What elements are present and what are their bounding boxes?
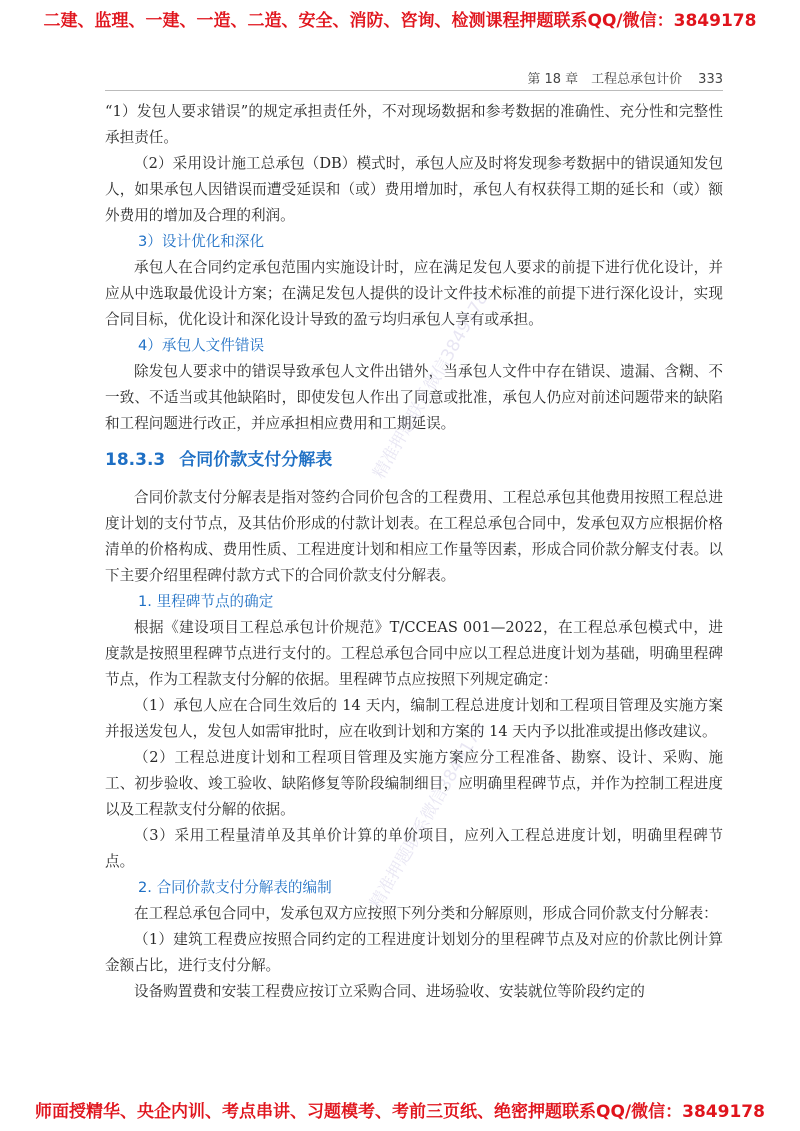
paragraph: 除发包人要求中的错误导致承包人文件出错外，当承包人文件中存在错误、遗漏、含糊、不一致、不适当或其他缺陷时，即使发包人作出了同意或批准，承包人仍应对前述问题带来的缺陷和工程问题进行改正，并应承担相应费用和工期延误。 [105,363,723,432]
section-number: 18.3.3 [105,450,166,470]
watermark-text: 精准押题联系微信3849178 [366,719,490,913]
subheading-design-optimization: 3）设计优化和深化 [138,233,265,250]
page-body [105,99,723,1005]
list-item: （3）采用工程量清单及其单价计算的单价项目，应列入工程总进度计划，明确里程碑节点。 [105,827,723,870]
paragraph: 根据《建设项目工程总承包计价规范》T/CCEAS 001—2022，在工程总承包模式中，进度款是按照里程碑节点进行支付的。工程总承包合同中应以工程总进度计划为基础，明确里程碑节点，作为工程款支付分解的依据。里程碑节点应按照下列规定确定： [105,619,723,688]
paragraph: （2）采用设计施工总承包（DB）模式时，承包人应及时将发现参考数据中的错误通知发包人，如果承包人因错误而遭受延误和（或）费用增加时，承包人有权获得工期的延长和（或）额外费用的增加及合理的利润。 [105,155,723,224]
list-item: （1）承包人应在合同生效后的 14 天内，编制工程总进度计划和工程项目管理及实施方案并报送发包人，发包人如需审批时，应在收到计划和方案的 14 天内予以批准或提出修改建议。 [105,697,723,740]
section-heading [105,447,723,473]
paragraph: 承包人在合同约定承包范围内实施设计时，应在满足发包人要求的前提下进行优化设计，并应从中选取最优设计方案；在满足发包人提供的设计文件技术标准的前提下进行深化设计，实现合同目标，优化设计和深化设计导致的盈亏均归承包人享有或承担。 [105,259,723,328]
paragraph: 设备购置费和安装工程费应按订立采购合同、进场验收、安装就位等阶段约定的 [134,983,645,1000]
bottom-promo-banner: 师面授精华、央企内训、考点串讲、习题模考、考前三页纸、绝密押题联系QQ/微信：3849178 [35,1102,765,1122]
paragraph: 在工程总承包合同中，发承包双方应按照下列分类和分解原则，形成合同价款支付分解表： [134,905,718,922]
watermark-text: 精准押题联系微信3849178 [369,289,493,483]
subheading-schedule-compilation: 2. 合同价款支付分解表的编制 [138,879,332,896]
chapter-title: 第 18 章 工程总承包计价 [527,72,683,87]
top-promo-banner: 二建、监理、一建、一造、二造、安全、消防、咨询、检测课程押题联系QQ/微信：3849178 [43,11,757,31]
paragraph: “1）发包人要求错误”的规定承担责任外，不对现场数据和参考数据的准确性、充分性和完整性承担责任。 [105,103,723,146]
section-title-text: 合同价款支付分解表 [179,450,333,470]
running-header [527,68,723,87]
header-divider [105,90,723,91]
page-number: 333 [698,72,723,87]
list-item: （2）工程总进度计划和工程项目管理及实施方案应分工程准备、勘察、设计、采购、施工、初步验收、竣工验收、缺陷修复等阶段编制细目，应明确里程碑节点，并作为控制工程进度以及工程款支付分解的依据。 [105,749,723,818]
subheading-contractor-document-errors: 4）承包人文件错误 [138,337,265,354]
list-item: （1）建筑工程费应按照合同约定的工程进度计划划分的里程碑节点及对应的价款比例计算金额占比，进行支付分解。 [105,931,723,974]
paragraph: 合同价款支付分解表是指对签约合同价包含的工程费用、工程总承包其他费用按照工程总进度计划的支付节点，及其估价形成的付款计划表。在工程总承包合同中，发承包双方应根据价格清单的价格构成、费用性质、工程进度计划和相应工作量等因素，形成合同价款分解支付表。以下主要介绍里程碑付款方式下的合同价款支付分解表。 [105,489,723,584]
subheading-milestones: 1. 里程碑节点的确定 [138,593,274,610]
